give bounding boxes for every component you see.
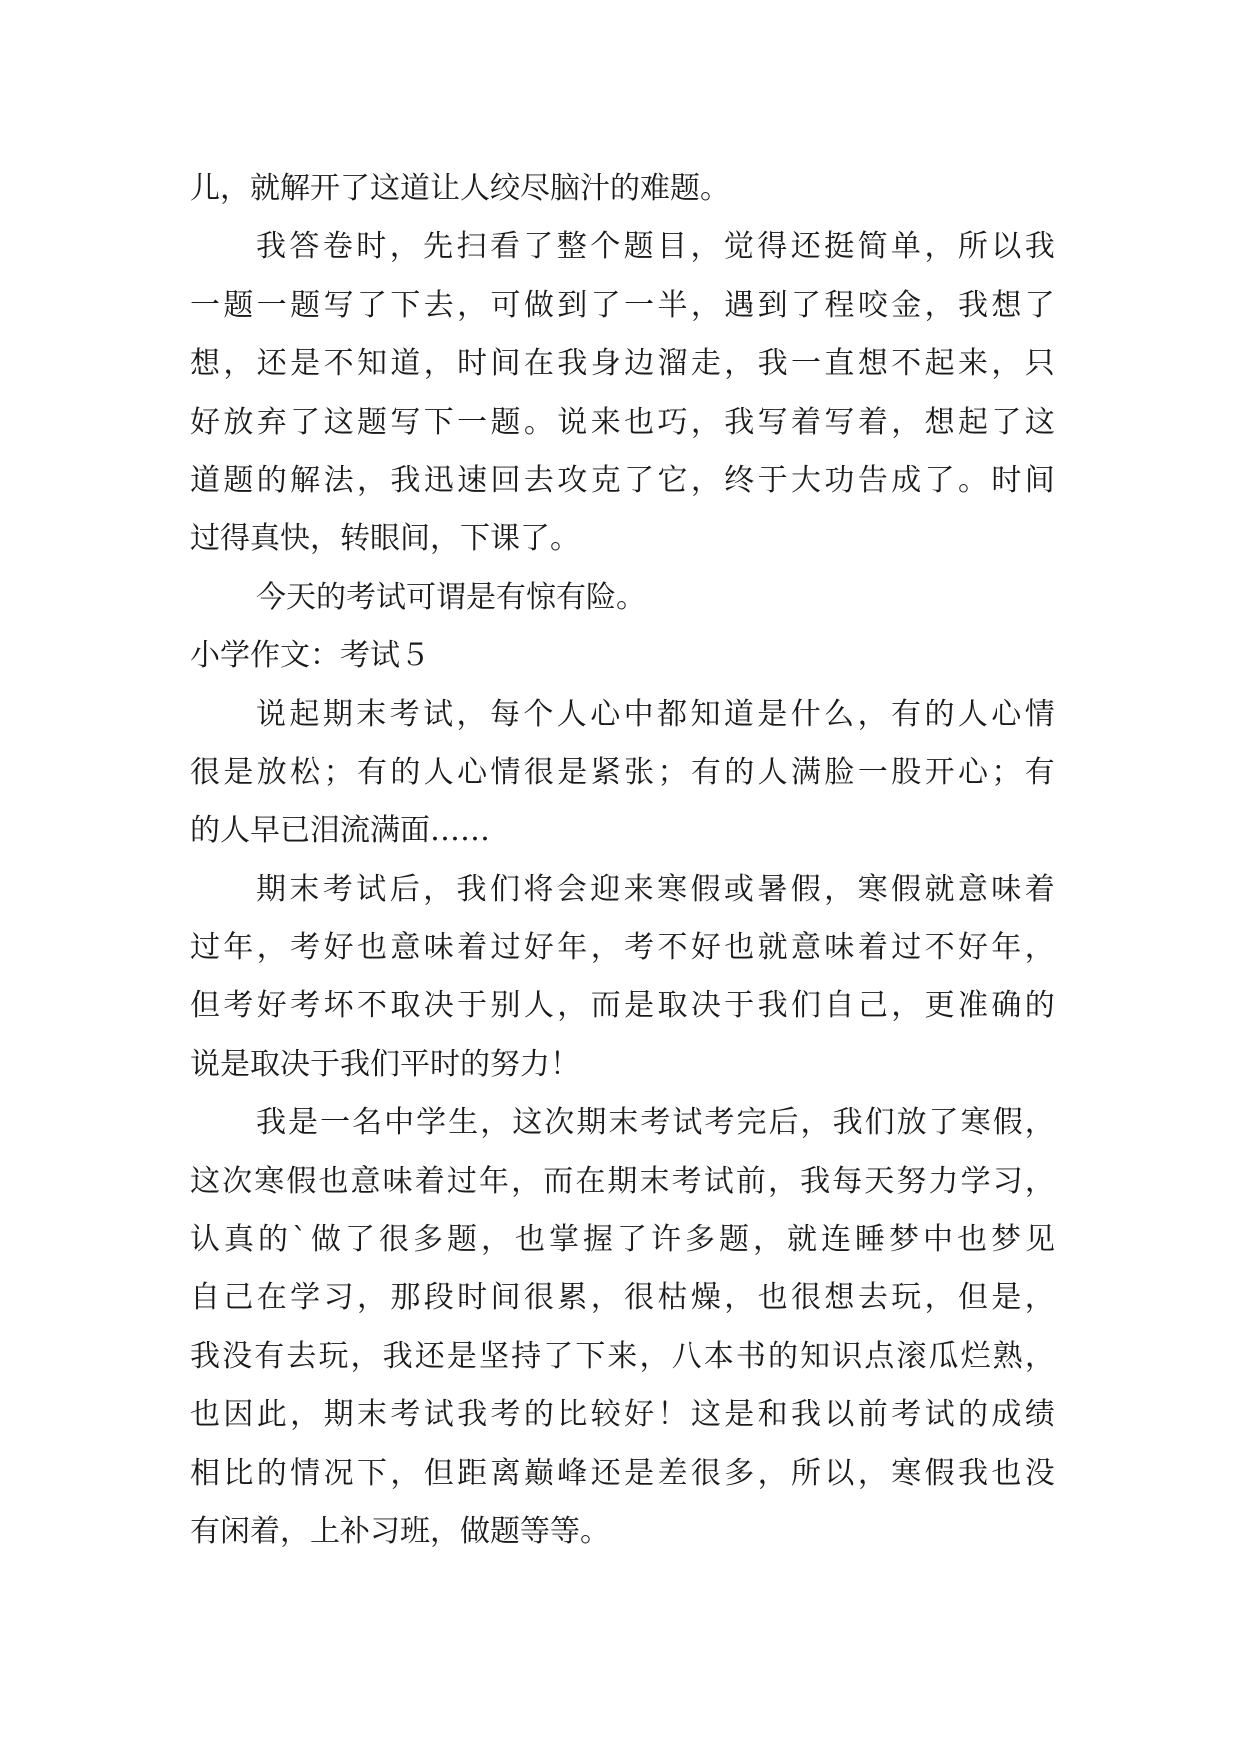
text-line: 我 答 卷 时 ， 先 扫 看 了 整 个 题 目 ， 觉 得 还 挺 简 单 ， 所 以 我 — [256, 229, 1055, 265]
text-line: 好 放 弃 了 这 题 写 下 一 题 。 说 来 也 巧 ， 我 写 着 写 着 ， 想 起 了 这 — [190, 404, 1055, 440]
text-line: 但 考 好 考 坏 不 取 决 于 别 人 ， 而 是 取 决 于 我 们 自 己 ， 更 准 确 的 — [190, 988, 1055, 1024]
text-line: 过 年 ， 考 好 也 意 味 着 过 好 年 ， 考 不 好 也 就 意 味 着 过 不 好 年 ， — [190, 930, 1055, 966]
text-line: 期 末 考 试 后 ， 我 们 将 会 迎 来 寒 假 或 暑 假 ， 寒 假 就 意 味 着 — [256, 871, 1055, 907]
text-line: 说 起 期 末 考 试 ， 每 个 人 心 中 都 知 道 是 什 么 ， 有 的 人 心 情 — [256, 696, 1055, 732]
text-line: 过得真快，转眼间，下课了。 — [190, 521, 580, 557]
text-line: 的人早已泪流满面…… — [190, 813, 490, 849]
text-line: 自 己 在 学 习 ， 那 段 时 间 很 累 ， 很 枯 燥 ， 也 很 想 去 玩 ， 但 是 ， — [190, 1280, 1055, 1316]
section-heading: 小学作文：考试５ — [190, 638, 430, 674]
text-line: 儿，就解开了这道让人绞尽脑汁的难题。 — [190, 171, 730, 206]
document-page — [190, 160, 1055, 1561]
text-line: 说是取决于我们平时的努力！ — [190, 1046, 580, 1082]
text-line: 有闲着，上补习班，做题等等。 — [190, 1513, 610, 1549]
text-line: 我 是 一 名 中 学 生 ， 这 次 期 末 考 试 考 完 后 ， 我 们 放 了 寒 假 ， — [256, 1105, 1055, 1141]
text-line: 认 真 的 ` 做 了 很 多 题 ， 也 掌 握 了 许 多 题 ， 就 连 睡 梦 中 也 梦 见 — [190, 1222, 1055, 1258]
text-line: 一 题 一 题 写 了 下 去 ， 可 做 到 了 一 半 ， 遇 到 了 程 咬 金 ， 我 想 了 — [190, 287, 1055, 323]
text-line: 道 题 的 解 法 ， 我 迅 速 回 去 攻 克 了 它 ， 终 于 大 功 告 成 了 。 时 间 — [190, 462, 1055, 498]
text-line: 我 没 有 去 玩 ， 我 还 是 坚 持 了 下 来 ， 八 本 书 的 知 识 点 滚 瓜 烂 熟 ， — [190, 1338, 1055, 1374]
article-body — [190, 160, 1055, 1561]
text-line: 相 比 的 情 况 下 ， 但 距 离 巅 峰 还 是 差 很 多 ， 所 以 ， 寒 假 我 也 没 — [190, 1455, 1055, 1491]
text-line: 也 因 此 ， 期 末 考 试 我 考 的 比 较 好 ！ 这 是 和 我 以 前 考 试 的 成 绩 — [190, 1397, 1055, 1433]
text-line: 很 是 放 松 ； 有 的 人 心 情 很 是 紧 张 ； 有 的 人 满 脸 一 股 开 心 ； 有 — [190, 754, 1055, 790]
text-line: 这 次 寒 假 也 意 味 着 过 年 ， 而 在 期 末 考 试 前 ， 我 每 天 努 力 学 习 ， — [190, 1163, 1055, 1199]
text-line: 今天的考试可谓是有惊有险。 — [256, 579, 646, 615]
text-line: 想 ， 还 是 不 知 道 ， 时 间 在 我 身 边 溜 走 ， 我 一 直 想 不 起 来 ， 只 — [190, 346, 1055, 382]
